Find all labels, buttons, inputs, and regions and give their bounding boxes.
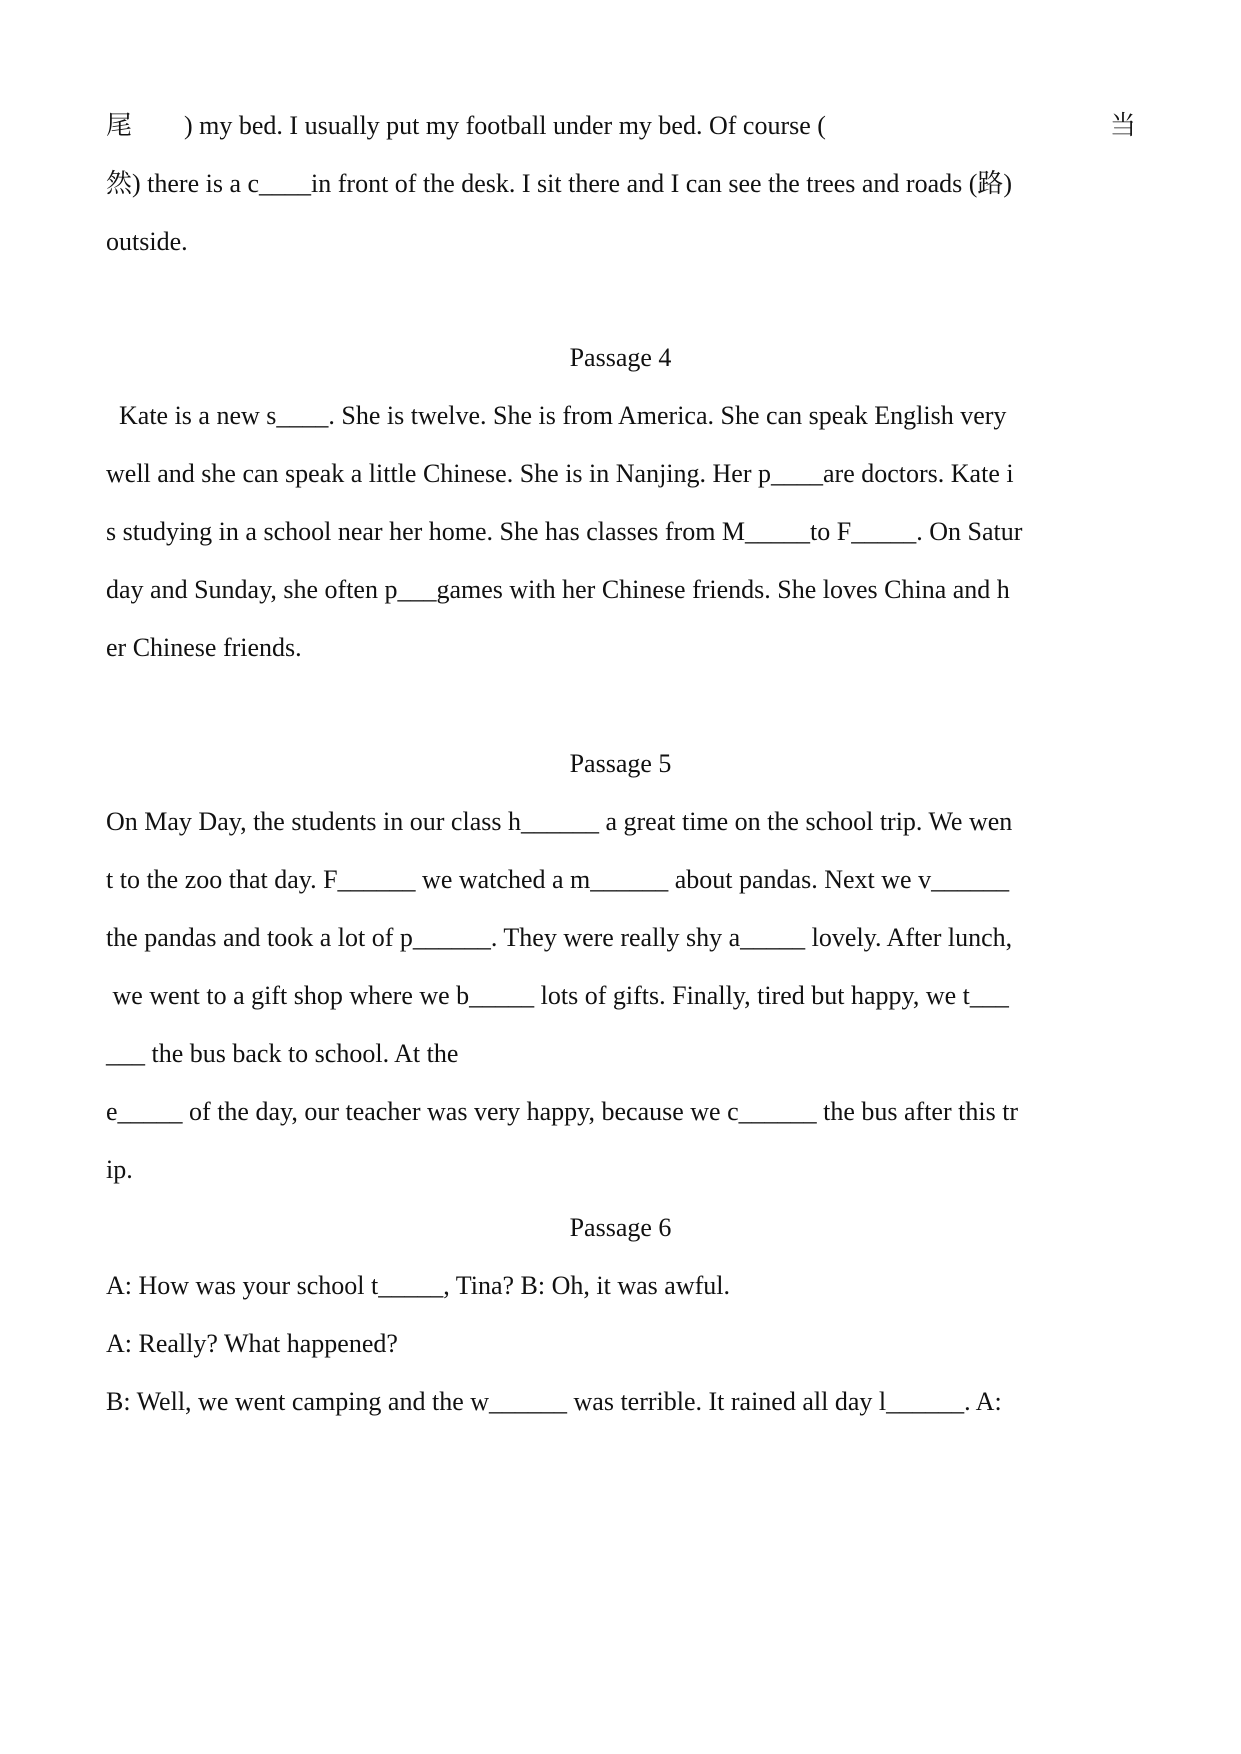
passage6-line-2: A: Really? What happened? [106, 1329, 398, 1358]
passage5-line-5: ___ the bus back to school. At the [106, 1039, 459, 1068]
passage5-line-7: ip. [106, 1155, 133, 1184]
passage3-line-3: outside. [106, 227, 188, 256]
passage3-line-2: 然) there is a c____in front of the desk. I sit there and I can see the trees and roads (路) [106, 169, 1013, 198]
passage4-line-4: day and Sunday, she often p___games with her Chinese friends. She loves China and h [106, 575, 1010, 604]
passage6-title: Passage 6 [569, 1213, 672, 1242]
passage3-line-1 [106, 111, 1136, 141]
passage3-line-1-right: 当 [1109, 111, 1136, 140]
passage5-line-1: On May Day, the students in our class h______ a great time on the school trip. We wen [106, 807, 1013, 836]
passage5-line-4: we went to a gift shop where we b_____ lots of gifts. Finally, tired but happy, we t___ [106, 981, 1009, 1010]
passage4-line-1: Kate is a new s____. She is twelve. She is from America. She can speak English very [106, 401, 1007, 430]
passage5-title: Passage 5 [569, 749, 672, 778]
passage4-line-3: s studying in a school near her home. She has classes from M_____to F_____. On Satur [106, 517, 1023, 546]
passage4-title: Passage 4 [569, 343, 672, 372]
passage4-line-2: well and she can speak a little Chinese. She is in Nanjing. Her p____are doctors. Kate i [106, 459, 1014, 488]
passage5-line-2: t to the zoo that day. F______ we watched a m______ about pandas. Next we v______ [106, 865, 1010, 894]
passage4-line-5: er Chinese friends. [106, 633, 302, 662]
passage3-line-1-left: 尾 ) my bed. I usually put my football under my bed. Of course ( [106, 111, 826, 140]
passage5-line-3: the pandas and took a lot of p______. They were really shy a_____ lovely. After lunch, [106, 923, 1013, 952]
passage5-line-6: e_____ of the day, our teacher was very happy, because we c______ the bus after this tr [106, 1097, 1019, 1126]
passage6-line-1: A: How was your school t_____, Tina? B: Oh, it was awful. [106, 1271, 730, 1300]
passage6-line-3: B: Well, we went camping and the w______ was terrible. It rained all day l______. A: [106, 1387, 1002, 1416]
